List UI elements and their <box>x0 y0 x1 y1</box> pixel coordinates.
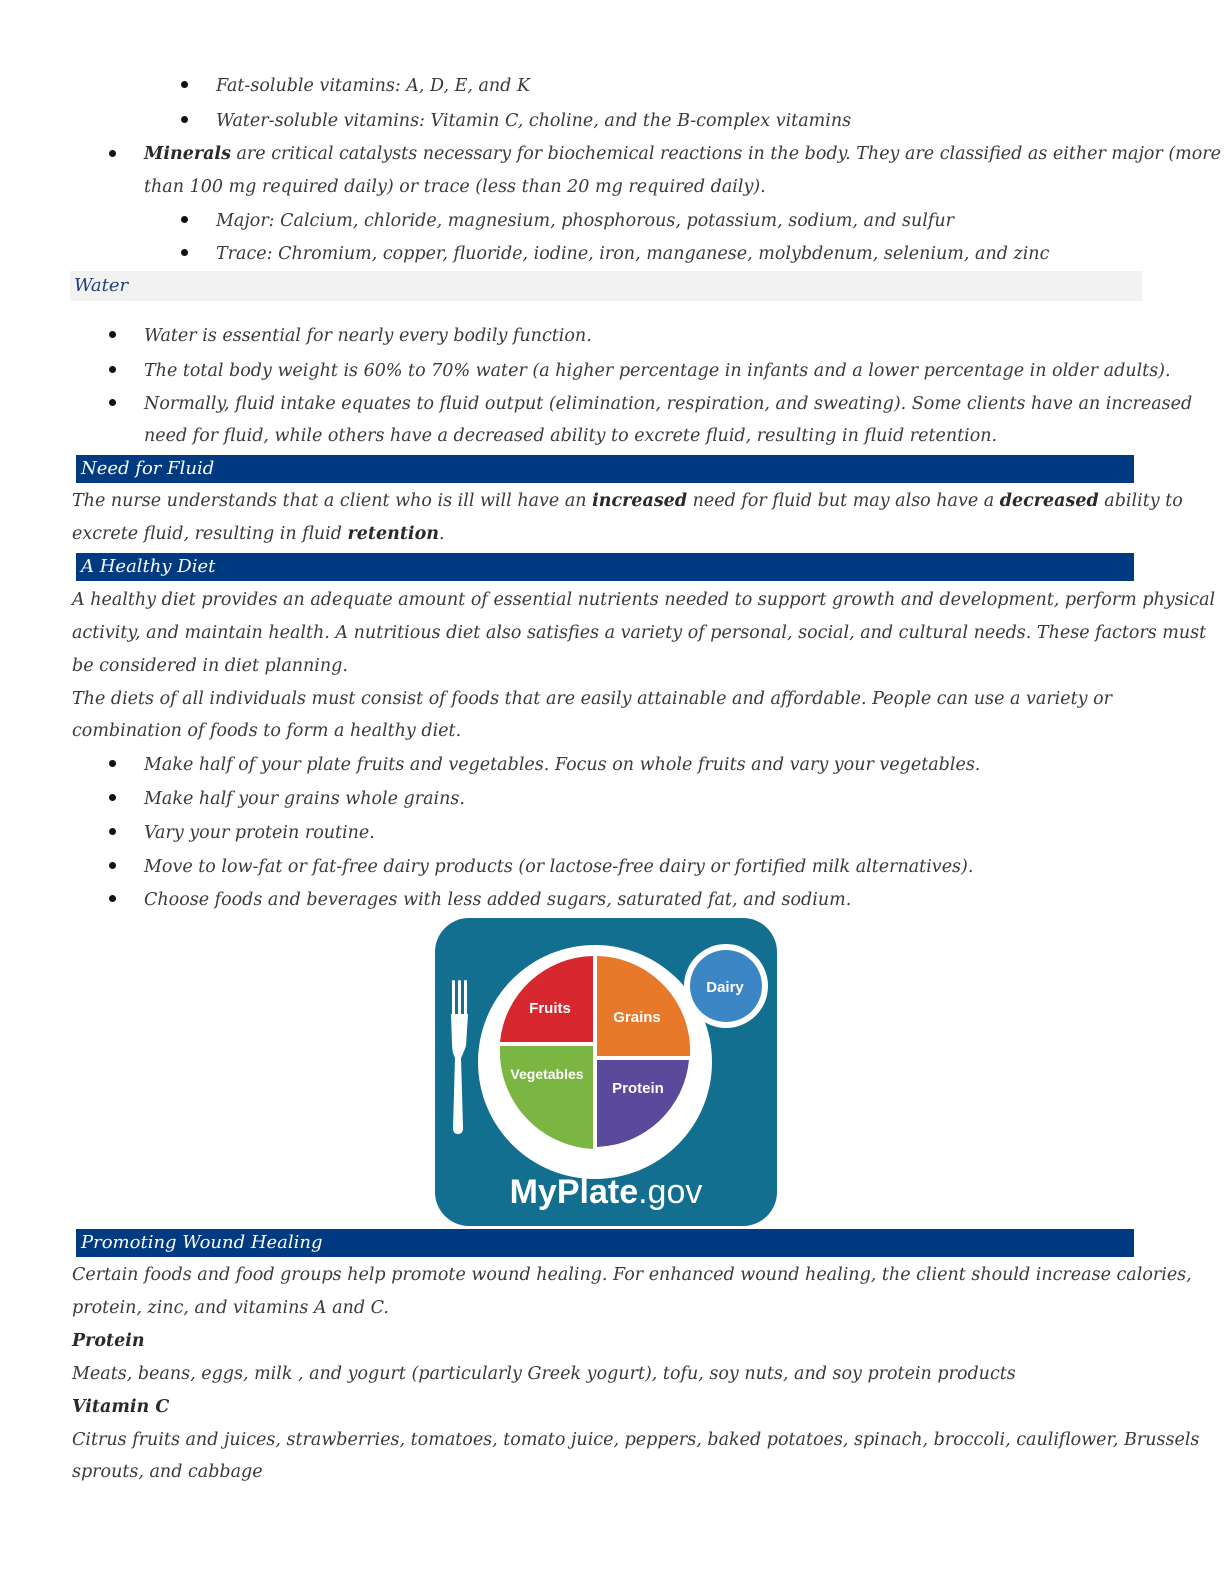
list-item: Move to low-fat or fat-free dairy products (or lactose-free dairy or fortified milk alternatives). <box>144 857 974 877</box>
paragraph-line: sprouts, and cabbage <box>72 1462 263 1482</box>
need-for-fluid-heading-bar <box>76 455 1134 483</box>
brand-bold: MyPlate <box>509 1173 639 1211</box>
bullet-dot <box>181 249 188 256</box>
emphasis-retention: retention <box>347 524 439 544</box>
list-item: Vary your protein routine. <box>144 823 375 843</box>
bullet-dot <box>109 150 116 157</box>
list-item: The total body weight is 60% to 70% water (a higher percentage in infants and a lower percentage in older adults). <box>144 361 1171 381</box>
bullet-dot <box>109 794 116 801</box>
list-item: Choose foods and beverages with less added sugars, saturated fat, and sodium. <box>144 890 852 910</box>
bullet-dot <box>109 331 116 338</box>
emphasis-increased: increased <box>592 491 688 511</box>
bullet-dot <box>109 895 116 902</box>
text-run: ability to <box>1098 491 1183 511</box>
text-run: need for fluid but may also have a <box>687 491 1000 511</box>
list-item: Trace: Chromium, copper, fluoride, iodine, iron, manganese, molybdenum, selenium, and zinc <box>216 244 1050 264</box>
fruits-label: Fruits <box>529 1000 571 1017</box>
text-run: The nurse understands that a client who is ill will have an <box>72 491 593 511</box>
bullet-dot <box>109 828 116 835</box>
healthy-diet-heading: A Healthy Diet <box>81 556 216 577</box>
list-item-continued: need for fluid, while others have a decreased ability to excrete fluid, resulting in fluid retention. <box>144 426 998 446</box>
paragraph-line: protein, zinc, and vitamins A and C. <box>72 1298 389 1318</box>
bullet-dot <box>181 116 188 123</box>
list-item: Fat-soluble vitamins: A, D, E, and K <box>216 76 531 96</box>
list-item: Major: Calcium, chloride, magnesium, phosphorous, potassium, sodium, and sulfur <box>216 211 954 231</box>
minerals-text: are critical catalysts necessary for biochemical reactions in the body. They are classified as either major (more <box>230 144 1222 164</box>
bullet-dot <box>181 81 188 88</box>
bullet-dot <box>109 862 116 869</box>
need-for-fluid-heading: Need for Fluid <box>81 458 215 479</box>
need-for-fluid-line-2 <box>72 523 445 545</box>
wound-healing-heading: Promoting Wound Healing <box>81 1232 323 1253</box>
myplate-brand <box>510 1173 703 1211</box>
bullet-dot <box>109 366 116 373</box>
list-item: Make half of your plate fruits and vegetables. Focus on whole fruits and vary your vegetables. <box>144 755 981 775</box>
emphasis-decreased: decreased <box>999 491 1099 511</box>
vitamin-c-title <box>72 1396 169 1418</box>
paragraph-line: A healthy diet provides an adequate amount of essential nutrients needed to support growth and development, perform physical <box>72 590 1216 610</box>
paragraph-line: The diets of all individuals must consist of foods that are easily attainable and affordable. People can use a variety or <box>72 689 1113 709</box>
vitamin-c-title-text: Vitamin C <box>72 1397 170 1417</box>
text-run: . <box>438 524 445 544</box>
water-heading-bar <box>70 271 1142 301</box>
vegetables-label: Vegetables <box>510 1066 584 1082</box>
list-item: Water-soluble vitamins: Vitamin C, choline, and the B-complex vitamins <box>216 111 852 131</box>
brand-rest: .gov <box>638 1173 703 1211</box>
need-for-fluid-line-1 <box>72 490 1183 512</box>
minerals-term: Minerals <box>144 144 231 164</box>
healthy-diet-heading-bar <box>76 553 1134 581</box>
paragraph-line: Certain foods and food groups help promote wound healing. For enhanced wound healing, the client should increase calories, <box>72 1265 1192 1285</box>
list-item: Normally, fluid intake equates to fluid output (elimination, respiration, and sweating). Some clients have an increased <box>144 394 1193 414</box>
bullet-dot <box>109 760 116 767</box>
bullet-dot <box>109 399 116 406</box>
minerals-line-1 <box>144 143 1221 165</box>
protein-label: Protein <box>612 1080 664 1097</box>
grains-label: Grains <box>613 1009 661 1026</box>
paragraph-line: Citrus fruits and juices, strawberries, tomatoes, tomato juice, peppers, baked potatoes, spinach, broccoli, cauliflower, Brussels <box>72 1430 1200 1450</box>
paragraph-line: combination of foods to form a healthy diet. <box>72 721 462 741</box>
paragraph-line: activity, and maintain health. A nutritious diet also satisfies a variety of personal, social, and cultural needs. These factors must <box>72 623 1207 643</box>
minerals-line-2: than 100 mg required daily) or trace (less than 20 mg required daily). <box>144 177 766 197</box>
water-heading: Water <box>74 275 129 296</box>
text-run: excrete fluid, resulting in fluid <box>72 524 348 544</box>
myplate-logo <box>435 918 777 1226</box>
bullet-dot <box>181 216 188 223</box>
wound-healing-heading-bar <box>76 1229 1134 1257</box>
protein-title-text: Protein <box>72 1331 145 1351</box>
protein-title <box>72 1330 145 1352</box>
dairy-label: Dairy <box>706 979 744 996</box>
paragraph-line: Meats, beans, eggs, milk , and yogurt (particularly Greek yogurt), tofu, soy nuts, and soy protein products <box>72 1364 1016 1384</box>
list-item: Water is essential for nearly every bodily function. <box>144 326 592 346</box>
list-item: Make half your grains whole grains. <box>144 789 465 809</box>
paragraph-line: be considered in diet planning. <box>72 656 348 676</box>
